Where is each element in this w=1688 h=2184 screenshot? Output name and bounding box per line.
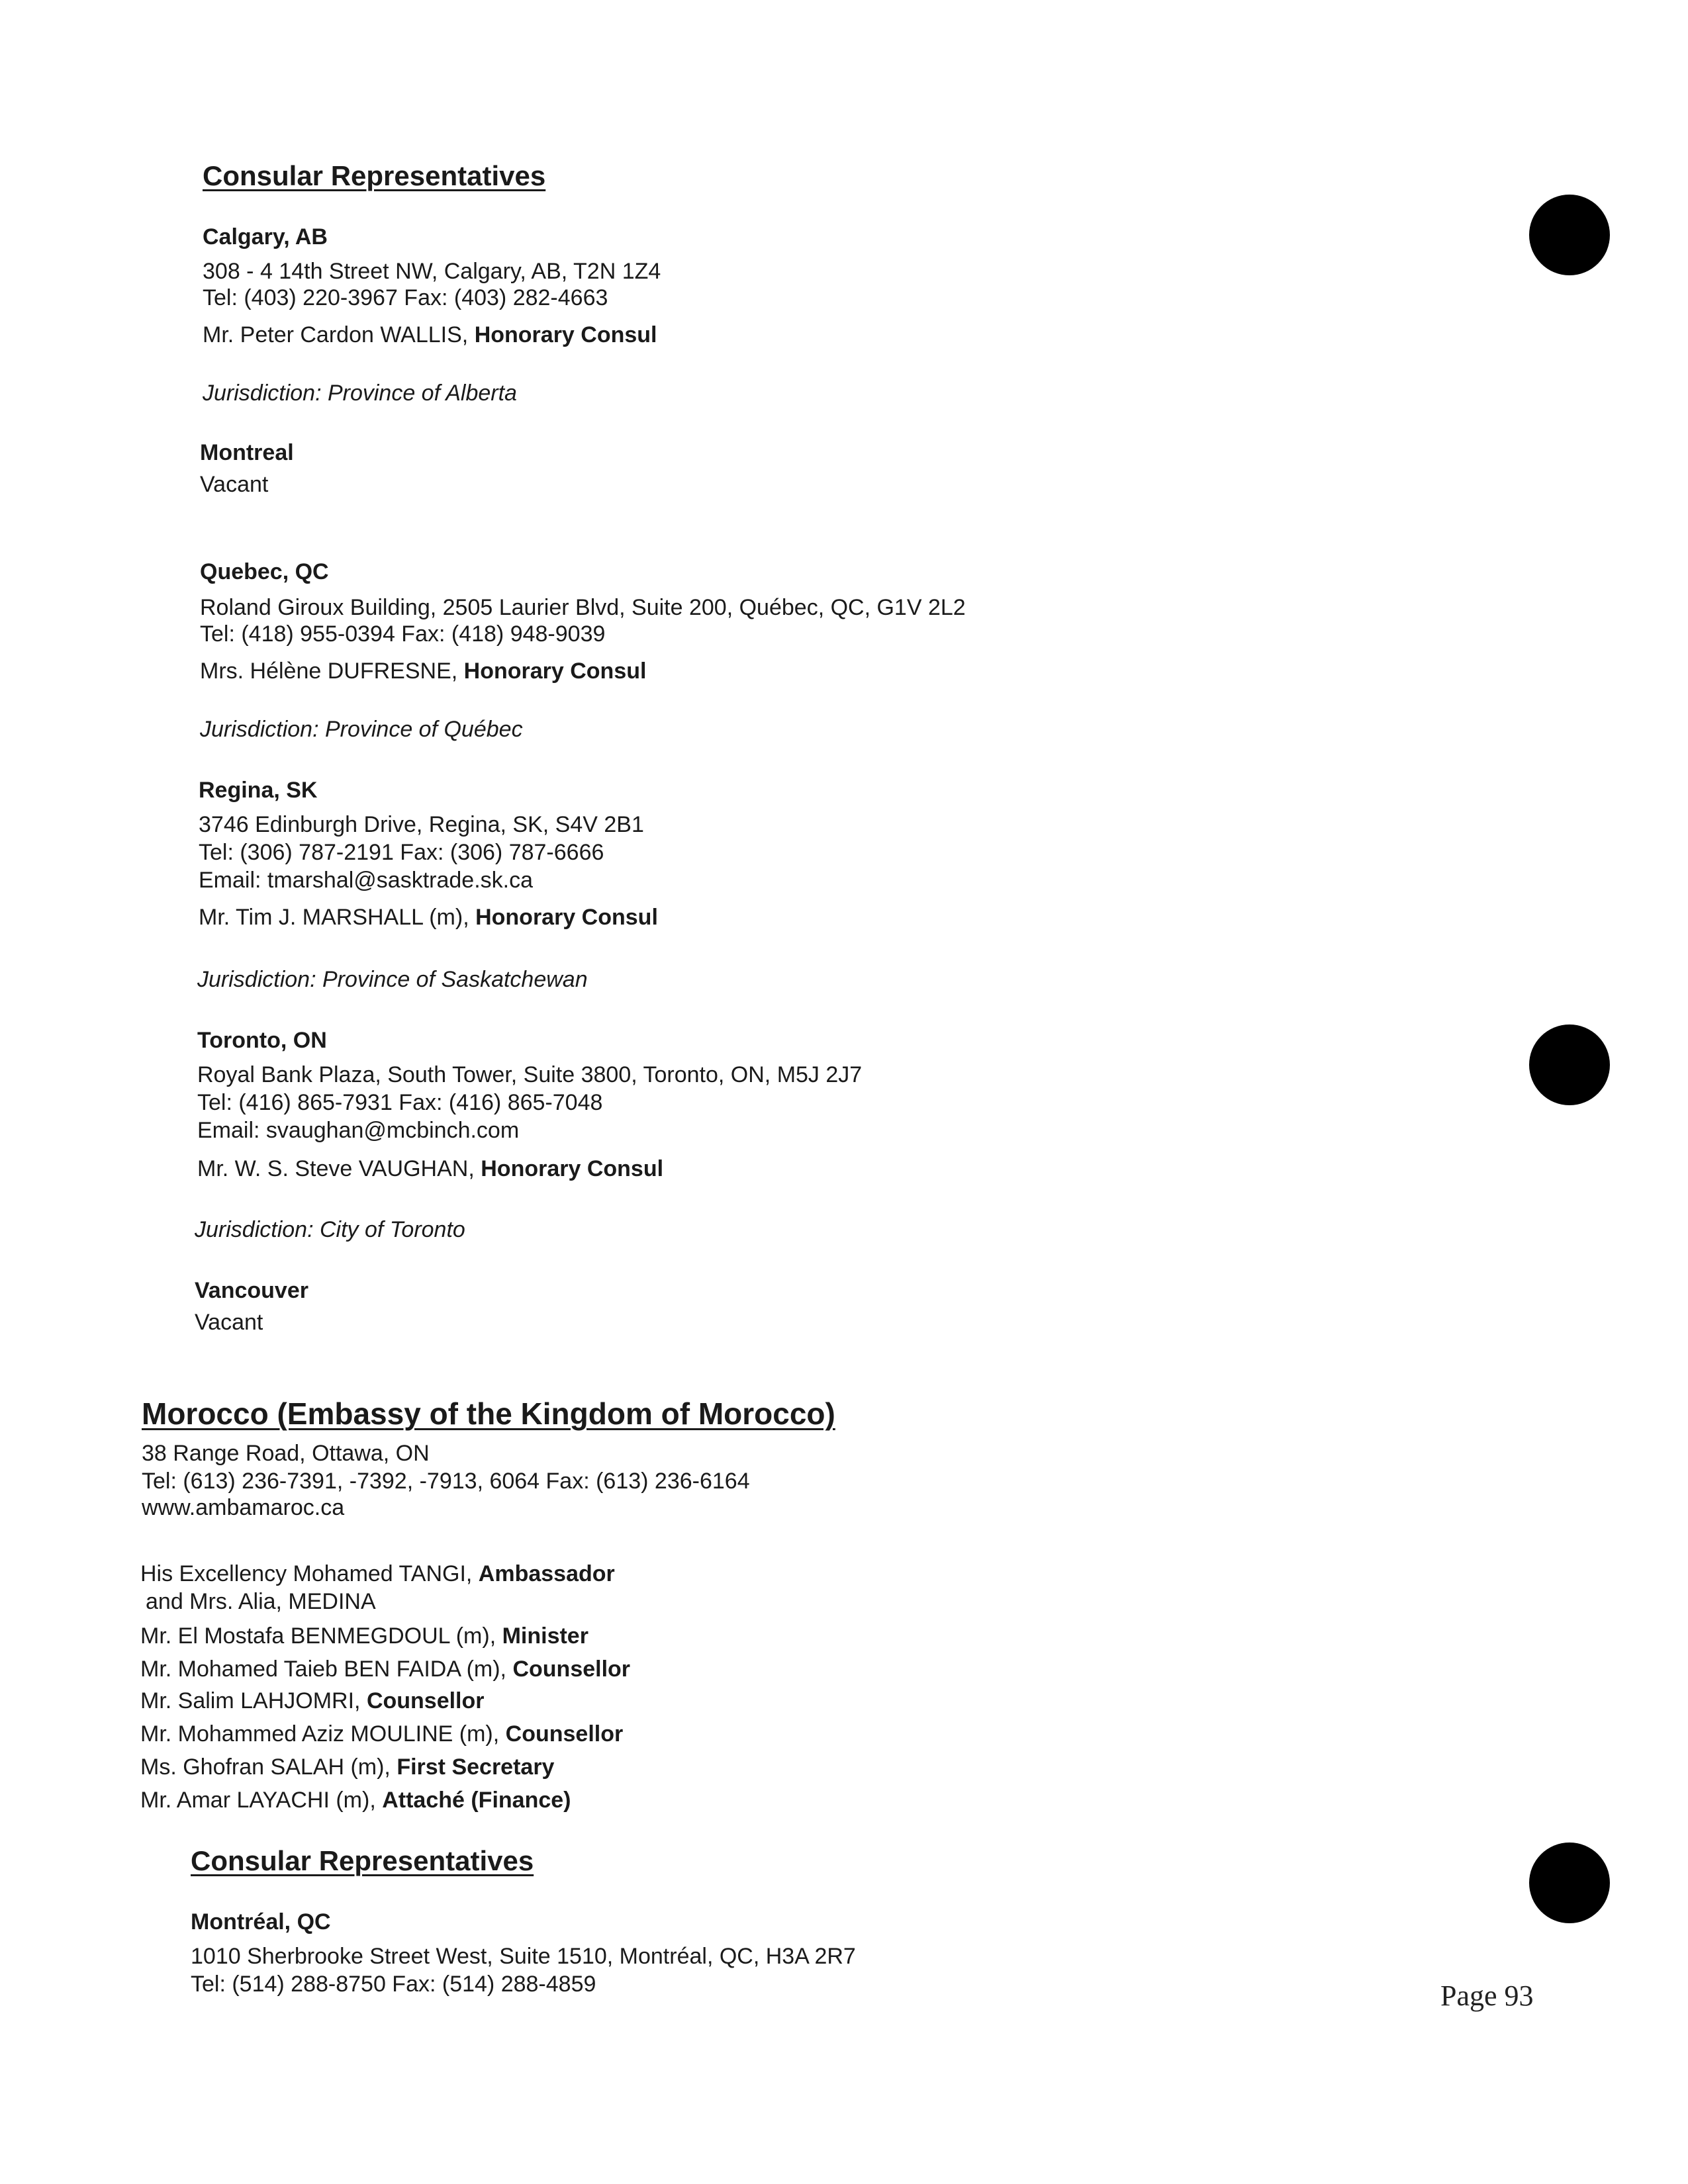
person-name: His Excellency Mohamed TANGI, — [140, 1561, 479, 1586]
consul-line — [203, 322, 657, 348]
person-title: Honorary Consul — [463, 659, 647, 684]
embassy-address: 38 Range Road, Ottawa, ON — [142, 1441, 430, 1466]
embassy-phone: Tel: (613) 236-7391, -7392, -7913, 6064 Fax: (613) 236-6164 — [142, 1469, 750, 1494]
consul-line — [199, 904, 658, 931]
person-title: First Secretary — [397, 1754, 555, 1780]
city-heading: Montreal — [200, 440, 294, 465]
person-name: Mr. Amar LAYACHI (m), — [140, 1788, 383, 1813]
section-heading: Consular Representatives — [203, 160, 546, 191]
person-name: Mr. Peter Cardon WALLIS, — [203, 322, 475, 347]
address-line: 308 - 4 14th Street NW, Calgary, AB, T2N 1Z4 — [203, 259, 661, 284]
city-heading: Montréal, QC — [191, 1909, 331, 1934]
address-line: 1010 Sherbrooke Street West, Suite 1510, Montréal, QC, H3A 2R7 — [191, 1944, 856, 1969]
page-number: Page 93 — [1440, 1979, 1534, 2012]
section-heading: Consular Representatives — [191, 1845, 534, 1876]
phone-line: Tel: (514) 288-8750 Fax: (514) 288-4859 — [191, 1972, 596, 1997]
person-title: Counsellor — [505, 1721, 624, 1747]
city-heading: Calgary, AB — [203, 224, 328, 250]
email-line: Email: svaughan@mcbinch.com — [197, 1118, 520, 1143]
staff-line — [140, 1656, 630, 1682]
city-heading: Toronto, ON — [197, 1028, 327, 1053]
person-title: Minister — [502, 1623, 588, 1649]
jurisdiction-note: Jurisdiction: Province of Saskatchewan — [197, 967, 588, 992]
person-title: Honorary Consul — [475, 905, 658, 930]
city-heading: Vancouver — [195, 1278, 308, 1303]
consul-line — [200, 658, 646, 684]
vacant-text: Vacant — [200, 472, 269, 497]
jurisdiction-note: Jurisdiction: Province of Alberta — [203, 381, 517, 406]
staff-line — [140, 1787, 571, 1813]
address-line: Royal Bank Plaza, South Tower, Suite 3800, Toronto, ON, M5J 2J7 — [197, 1062, 863, 1087]
phone-line: Tel: (418) 955-0394 Fax: (418) 948-9039 — [200, 621, 606, 647]
person-title: Attaché (Finance) — [382, 1788, 571, 1813]
person-name: Mr. Tim J. MARSHALL (m), — [199, 905, 476, 930]
person-title: Honorary Consul — [474, 322, 657, 347]
person-name: Ms. Ghofran SALAH (m), — [140, 1754, 397, 1780]
email-line: Email: tmarshal@sasktrade.sk.ca — [199, 868, 534, 893]
ambassador-spouse: and Mrs. Alia, MEDINA — [146, 1589, 376, 1614]
jurisdiction-note: Jurisdiction: City of Toronto — [195, 1217, 465, 1242]
person-name: Mr. Salim LAHJOMRI, — [140, 1688, 367, 1713]
phone-line: Tel: (416) 865-7931 Fax: (416) 865-7048 — [197, 1090, 603, 1115]
person-name: Mrs. Hélène DUFRESNE, — [200, 659, 464, 684]
punch-hole-top — [1529, 195, 1610, 275]
person-title: Counsellor — [512, 1657, 631, 1682]
person-title: Honorary Consul — [481, 1156, 664, 1181]
city-heading: Quebec, QC — [200, 559, 329, 584]
person-name: Mr. Mohamed Taieb BEN FAIDA (m), — [140, 1657, 513, 1682]
vacant-text: Vacant — [195, 1310, 263, 1335]
phone-line: Tel: (306) 787-2191 Fax: (306) 787-6666 — [199, 840, 604, 865]
staff-line — [140, 1688, 485, 1714]
embassy-website: www.ambamaroc.ca — [142, 1495, 345, 1520]
staff-line — [140, 1754, 554, 1780]
person-name: Mr. W. S. Steve VAUGHAN, — [197, 1156, 481, 1181]
staff-line — [140, 1623, 588, 1649]
country-heading: Morocco (Embassy of the Kingdom of Morocco) — [142, 1396, 835, 1431]
person-name: Mr. El Mostafa BENMEGDOUL (m), — [140, 1623, 502, 1649]
jurisdiction-note: Jurisdiction: Province of Québec — [200, 717, 523, 742]
address-line: 3746 Edinburgh Drive, Regina, SK, S4V 2B1 — [199, 812, 644, 837]
punch-hole-bottom — [1529, 1843, 1610, 1923]
person-title: Counsellor — [366, 1688, 485, 1713]
punch-hole-middle — [1529, 1024, 1610, 1105]
person-title: Ambassador — [478, 1561, 615, 1586]
staff-line — [140, 1721, 623, 1747]
city-heading: Regina, SK — [199, 778, 318, 803]
person-name: Mr. Mohammed Aziz MOULINE (m), — [140, 1721, 506, 1747]
address-line: Roland Giroux Building, 2505 Laurier Blvd, Suite 200, Québec, QC, G1V 2L2 — [200, 595, 966, 620]
consul-line — [197, 1156, 663, 1182]
ambassador-line — [140, 1561, 615, 1587]
phone-line: Tel: (403) 220-3967 Fax: (403) 282-4663 — [203, 285, 608, 310]
